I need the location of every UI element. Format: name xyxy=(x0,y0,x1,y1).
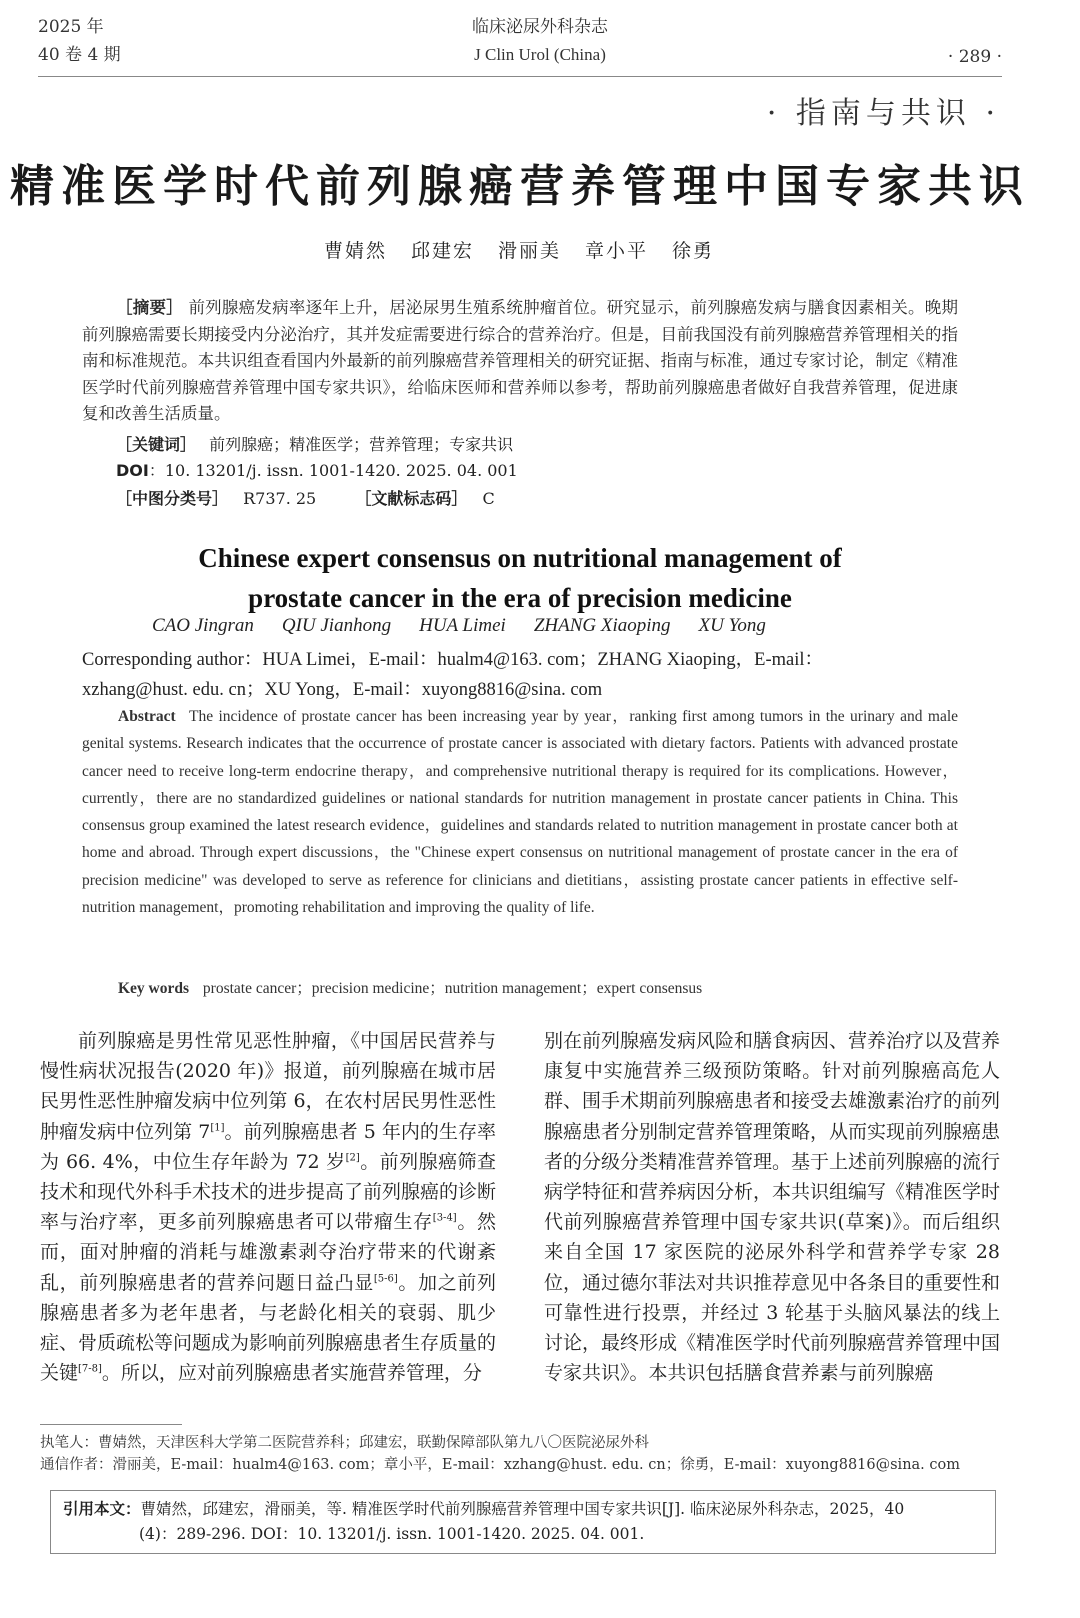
author-name: 章小平 xyxy=(585,240,649,262)
citation-line-1 xyxy=(63,1497,985,1522)
body-text: 前列腺癌是男性常见恶性肿瘤，《中国居民营养与慢性病状况报告(2020 年)》报道，前列腺癌在城市居民男性恶性肿瘤发病中位列第 6，在农村居民男性恶性肿瘤发病中位列第 7 xyxy=(40,1030,496,1143)
page-number: · 289 · xyxy=(947,47,1002,67)
english-title-line: Chinese expert consensus on nutritional management of xyxy=(198,543,842,573)
body-column-right xyxy=(544,1026,1000,1388)
abstract-en xyxy=(82,703,958,921)
author-name: 曹婧然 xyxy=(323,240,387,262)
journal-volume-issue: 40 卷 4 期 xyxy=(38,45,121,65)
author-name-en: QIU Jianhong xyxy=(281,615,392,636)
keywords-cn-label: ［关键词］ xyxy=(116,435,197,454)
header-rule xyxy=(38,76,1002,77)
journal-year: 2025 年 xyxy=(38,17,104,37)
citation-line-2: (4)：289-296. DOI：10. 13201/j. issn. 1001-1420. 2025. 04. 001. xyxy=(139,1525,645,1543)
citation-ref[interactable]: [1] xyxy=(210,1122,225,1134)
footnote-rule xyxy=(40,1424,182,1425)
body-text: 。前列腺癌患者 5 年内的生存率为 66. 4%，中位生存年龄为 72 岁 xyxy=(40,1120,496,1173)
corresponding-line: xzhang@hust. edu. cn；XU Yong，E-mail：xuyong8816@sina. com xyxy=(82,680,603,700)
doc-code-value: C xyxy=(482,489,495,508)
author-name-en: HUA Limei xyxy=(419,615,506,636)
body-text: 。然而，面对肿瘤的消耗与雄激素剥夺治疗带来的代谢紊乱，前列腺癌患者的营养问题日益凸显 xyxy=(40,1211,496,1294)
abstract-cn-text: 前列腺癌发病率逐年上升，居泌尿男生殖系统肿瘤首位。研究显示，前列腺癌发病与膳食因素相关。晚期前列腺癌需要长期接受内分泌治疗，其并发症需要进行综合的营养治疗。但是，目前我国没有前列腺癌营养管理相关的指南和标准规范。本共识组查看国内外最新的前列腺癌营养管理相关的研究证据、指南与标准，通过专家讨论，制定《精准医学时代前列腺癌营养管理中国专家共识》，给临床医师和营养师以参考，帮助前列腺癌患者做好自我营养管理，促进康复和改善生活质量。 xyxy=(82,298,959,423)
author-list-en xyxy=(152,615,794,637)
abstract-cn xyxy=(82,295,958,428)
section-tag: · 指南与共识 · xyxy=(766,96,1000,131)
corresponding-line: Corresponding author：HUA Limei，E-mail：hualm4@163. com；ZHANG Xiaoping，E-mail： xyxy=(82,650,823,670)
doc-code-label: ［文献标志码］ xyxy=(355,489,468,508)
clc-label: ［中图分类号］ xyxy=(116,489,229,508)
citation-ref[interactable]: [7-8] xyxy=(78,1363,102,1375)
page-title: 精准医学时代前列腺癌营养管理中国专家共识 xyxy=(10,161,1030,212)
classification-line xyxy=(116,486,495,512)
abstract-en-label: Abstract xyxy=(118,708,176,725)
journal-name-cn: 临床泌尿外科杂志 xyxy=(472,17,608,37)
citation-text: 曹婧然，邱建宏，滑丽美，等. 精准医学时代前列腺癌营养管理中国专家共识[J]. 临床泌尿外科杂志，2025，40 xyxy=(140,1500,905,1518)
citation-box xyxy=(50,1490,996,1554)
author-name: 邱建宏 xyxy=(410,240,474,262)
author-name: 徐勇 xyxy=(672,240,715,262)
abstract-en-text: The incidence of prostate cancer has been increasing year by year，ranking first among tumors in the urinary and male genital systems. Research indicates that the occurrence of prostate cancer is associated with dietary factors. Patients with advanced prostate cancer need to receive long-term endocrine therapy，and comprehensive nutritional therapy is required for its complications. However，currently，there are no standardized guidelines or national standards for nutrition management in prostate cancer patients in China. This consensus group examined the latest research evidence，guidelines and standards related to nutrition management in prostate cancer both at home and abroad. Through expert discussions，the "Chinese expert consensus on nutritional management of prostate cancer in the era of precision medicine" was developed to serve as reference for clinicians and dietitians，assisting prostate cancer patients in effective self-nutrition management，promoting rehabilitation and improving the quality of life. xyxy=(82,708,959,917)
author-list-cn xyxy=(0,236,1040,263)
keywords-cn-text: 前列腺癌；精准医学；营养管理；专家共识 xyxy=(209,435,514,454)
author-name: 滑丽美 xyxy=(497,240,561,262)
citation-ref[interactable]: [2] xyxy=(345,1152,360,1164)
doi-label: DOI xyxy=(116,461,149,480)
abstract-cn-label: ［摘要］ xyxy=(116,298,183,317)
corresponding-authors-en xyxy=(82,645,982,705)
citation-ref[interactable]: [5-6] xyxy=(373,1273,398,1285)
keywords-en-text: prostate cancer；precision medicine；nutrition management；expert consensus xyxy=(202,980,703,997)
keywords-en-label: Key words xyxy=(118,980,190,997)
english-title xyxy=(0,538,1040,618)
author-name-en: XU Yong xyxy=(698,615,766,636)
doi-line xyxy=(116,458,518,484)
citation-label: 引用本文： xyxy=(63,1500,141,1518)
body-column-left xyxy=(40,1026,496,1388)
body-paragraph xyxy=(40,1026,496,1388)
citation-ref[interactable]: [3-4] xyxy=(432,1212,457,1224)
english-title-line: prostate cancer in the era of precision medicine xyxy=(248,583,792,613)
author-name-en: ZHANG Xiaoping xyxy=(533,615,671,636)
body-paragraph: 别在前列腺癌发病风险和膳食病因、营养治疗以及营养康复中实施营养三级预防策略。针对前列腺癌高危人群、围手术期前列腺癌患者和接受去雄激素治疗的前列腺癌患者分别制定营养管理策略，从而实现前列腺癌患者的分级分类精准营养管理。基于上述前列腺癌的流行病学特征和营养病因分析，本共识组编写《精准医学时代前列腺癌营养管理中国专家共识(草案)》。而后组织来自全国 17 家医院的泌尿外科学和营养学专家 28 位，通过德尔菲法对共识推荐意见中各条目的重要性和可靠性进行投票，并经过 3 轮基于头脑风暴法的线上讨论，最终形成《精准医学时代前列腺癌营养管理中国专家共识》。本共识包括膳食营养素与前列腺癌 xyxy=(544,1030,1001,1385)
footnote-corresponding: 通信作者：滑丽美，E-mail：hualm4@163. com；章小平，E-mail：xzhang@hust. edu. cn；徐勇，E-mail：xuyong8816@sina. com xyxy=(40,1457,960,1473)
body-text: 。所以，应对前列腺癌患者实施营养管理，分 xyxy=(101,1362,482,1385)
body-text: 。前列腺癌筛查技术和现代外科手术技术的进步提高了前列腺癌的诊断率与治疗率，更多前列腺癌患者可以带瘤生存 xyxy=(40,1150,497,1234)
author-name-en: CAO Jingran xyxy=(152,615,254,636)
journal-name-en: J Clin Urol (China) xyxy=(474,45,606,64)
clc-value: R737. 25 xyxy=(243,489,317,508)
keywords-en xyxy=(118,976,702,998)
doi-value: ：10. 13201/j. issn. 1001-1420. 2025. 04. 001 xyxy=(148,461,518,480)
footnote-writers: 执笔人：曹婧然，天津医科大学第二医院营养科；邱建宏，联勤保障部队第九八〇医院泌尿外科 xyxy=(40,1435,649,1451)
keywords-cn xyxy=(116,432,513,458)
body-text: 。加之前列腺癌患者多为老年患者，与老龄化相关的衰弱、肌少症、骨质疏松等问题成为影响前列腺癌患者生存质量的关键 xyxy=(40,1271,497,1385)
